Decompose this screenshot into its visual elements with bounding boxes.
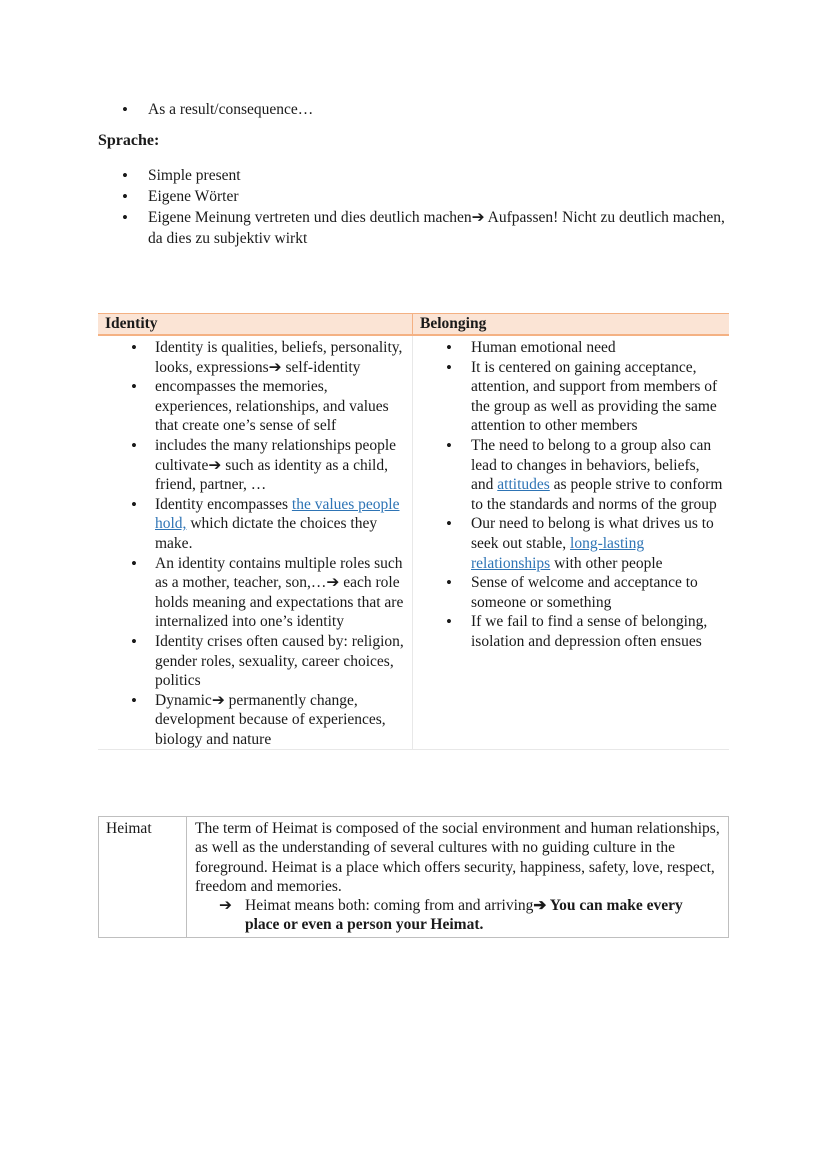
list-item: • As a result/consequence…	[98, 99, 738, 120]
list-item: • Human emotional need	[413, 338, 725, 358]
list-item: • includes the many relationships people cultivate➔ such as identity as a child, friend, partner, …	[98, 436, 408, 495]
arrow-icon: ➔	[219, 897, 232, 915]
list-item: • Dynamic➔ permanently change, development because of experiences, biology and nature	[98, 691, 408, 750]
identity-belonging-table	[98, 313, 729, 750]
text-segment: with other people	[550, 554, 663, 572]
identity-cell	[98, 335, 413, 750]
heimat-term: Heimat	[99, 817, 187, 938]
text-segment: as people strive to conform to the standards and norms of the group	[471, 476, 723, 513]
relationships-link[interactable]: long-lasting relationships	[471, 534, 645, 572]
belonging-header: Belonging	[413, 314, 730, 336]
identity-list	[98, 338, 408, 749]
list-item: • Sense of welcome and acceptance to someone or something	[413, 573, 725, 612]
list-item: • If we fail to find a sense of belonging, isolation and depression often ensues	[413, 612, 725, 651]
list-item	[98, 495, 408, 554]
values-link[interactable]: the values people hold,	[155, 495, 400, 533]
list-item	[413, 436, 725, 514]
consequence-list	[98, 99, 738, 120]
list-item: • It is centered on gaining acceptance, attention, and support from members of the group as well as providing the same attention to other members	[413, 358, 725, 436]
identity-header: Identity	[98, 314, 413, 336]
heimat-definition-cell	[187, 817, 729, 938]
text-segment: which dictate the choices they make.	[155, 515, 378, 552]
text-segment: The need to belong to a group also can lead to changes in behaviors, beliefs, and	[471, 436, 712, 494]
list-item: • Identity is qualities, beliefs, personality, looks, expressions➔ self-identity	[98, 338, 408, 377]
sprache-heading: Sprache:	[98, 132, 160, 149]
list-item: • encompasses the memories, experiences, relationships, and values that create one’s sense of self	[98, 377, 408, 436]
heimat-conclusion	[195, 896, 720, 935]
heimat-definition: The term of Heimat is composed of the social environment and human relationships, as well as the understanding of several cultures with no guiding culture in the foreground. Heimat is a place which offers security, happiness, safety, love, respect, freedom and memories.	[195, 820, 720, 895]
list-item: • Eigene Wörter	[98, 186, 738, 207]
text-segment: Identity encompasses	[155, 495, 292, 513]
heimat-table	[98, 816, 729, 938]
list-item: • Identity crises often caused by: religion, gender roles, sexuality, career choices, politics	[98, 632, 408, 691]
list-item: • An identity contains multiple roles such as a mother, teacher, son,…➔ each role holds meaning and expectations that are internalized into one’s identity	[98, 554, 408, 632]
list-item: • Simple present	[98, 165, 738, 186]
list-item: • Eigene Meinung vertreten und dies deutlich machen➔ Aufpassen! Nicht zu deutlich machen, da dies zu subjektiv wirkt	[98, 207, 738, 249]
belonging-cell	[413, 335, 730, 750]
belonging-list	[413, 338, 725, 652]
text-segment: Our need to belong is what drives us to seek out stable,	[471, 515, 714, 552]
conclusion-text: Heimat means both: coming from and arriving	[245, 897, 534, 915]
list-item	[413, 514, 725, 573]
conclusion-bold-text: ➔ You can make every place or even a person your Heimat.	[245, 897, 683, 934]
sprache-list	[98, 165, 738, 249]
attitudes-link[interactable]: attitudes	[497, 476, 550, 494]
